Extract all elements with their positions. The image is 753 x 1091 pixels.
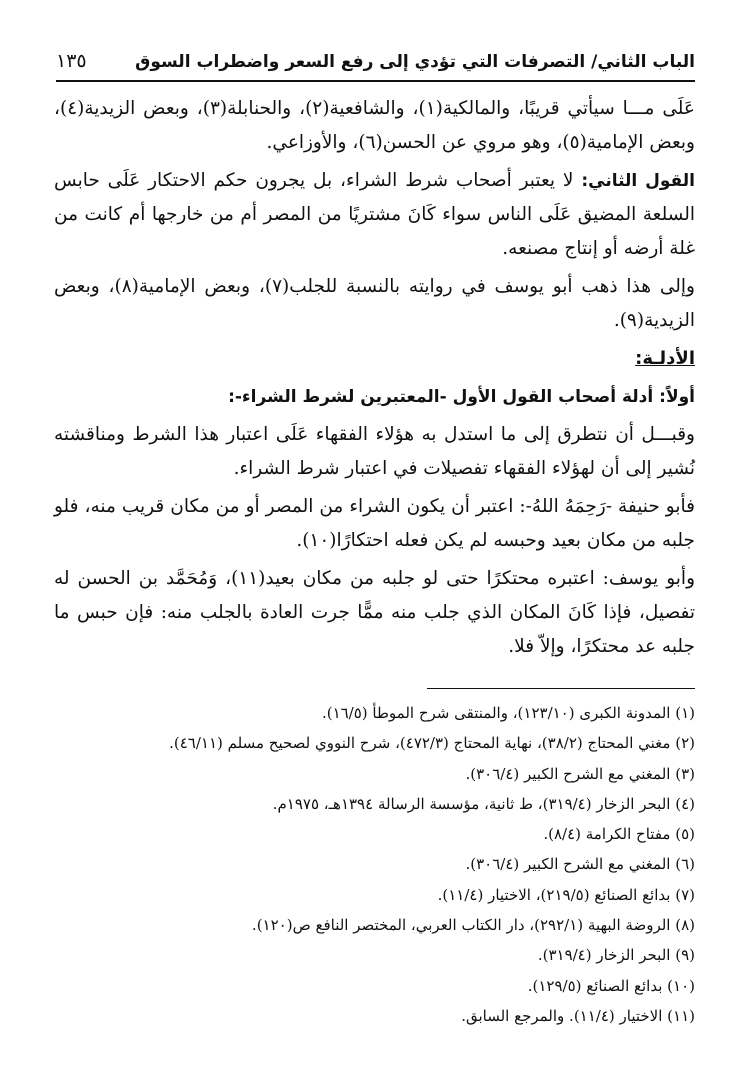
paragraph: [54, 164, 695, 266]
footnote: (٤) البحر الزخار (٣١٩/٤)، ط ثانية، مؤسسة الرسالة ١٣٩٤هـ، ١٩٧٥م.: [272, 794, 695, 813]
paragraph: وأبو يوسف: اعتبره محتكرًا حتى لو جلبه من مكان بعيد(١١)، وَمُحَمَّد بن الحسن له تفصيل، فإذا كَانَ المكان الذي جلب منه ممًّا جرت العادة بالجلب منه: فإن حبس ما جلبه عد محتكرًا، وإلاّ فلا.: [54, 568, 695, 657]
footnote: (١٠) بدائع الصنائع (١٢٩/٥).: [527, 976, 695, 995]
running-title: الباب الثاني/ التصرفات التي تؤدي إلى رفع السعر واضطراب السوق: [135, 52, 695, 72]
footnote: (٢) مغني المحتاج (٣٨/٢)، نهاية المحتاج (٤٧٢/٣)، شرح النووي لصحيح مسلم (٤٦/١١).: [169, 734, 695, 753]
subsection-heading: أولاً: أدلة أصحاب القول الأول -المعتبرين لشرط الشراء-:: [228, 387, 695, 407]
paragraph-lead: القول الثاني:: [581, 171, 696, 191]
footnote: (١١) الاختيار (١١/٤). والمرجع السابق.: [461, 1006, 695, 1025]
footnote: (٥) مفتاح الكرامة (٨/٤).: [543, 825, 695, 844]
footnote-divider: [427, 688, 695, 689]
footnote: (٣) المغني مع الشرح الكبير (٣٠٦/٤).: [465, 764, 695, 783]
page-number: ١٣٥: [56, 50, 87, 72]
paragraph: وإلى هذا ذهب أبو يوسف في روايته بالنسبة للجلب(٧)، وبعض الإمامية(٨)، وبعض الزيدية(٩).: [54, 276, 695, 331]
paragraph: وقبـــل أن نتطرق إلى ما استدل به هؤلاء الفقهاء عَلَى اعتبار هذا الشرط ومناقشته نُشير إلى أن لهؤلاء الفقهاء تفصيلات في اعتبار شرط الشراء.: [54, 424, 695, 479]
footnote: (٩) البحر الزخار (٣١٩/٤).: [537, 946, 695, 965]
footnote: (٨) الروضة البهية (٢٩٢/١)، دار الكتاب العربي، المختصر النافع ص(١٢٠).: [251, 916, 695, 935]
main-text: [54, 92, 695, 664]
footnote: (٦) المغني مع الشرح الكبير (٣٠٦/٤).: [465, 855, 695, 874]
footnote: (٧) بدائع الصنائع (٢١٩/٥)، الاختيار (١١/٤).: [437, 885, 695, 904]
paragraph-text: لا يعتبر أصحاب شرط الشراء، بل يجرون حكم الاحتكار عَلَى حابس السلعة المضيق عَلَى الناس سواء كَانَ مشتريًا من المصر أم من خارجها أم كانت من غلة أرضه أو إنتاج مصنعه.: [54, 170, 695, 259]
footnotes: [54, 698, 695, 1031]
paragraph: فأبو حنيفة -رَحِمَهُ اللهُ-: اعتبر أن يكون الشراء من المصر أو من مكان قريب منه، فلو جلبه من مكان بعيد وحبسه لم يكن فعله احتكارًا(١٠).: [54, 496, 695, 551]
footnote: (١) المدونة الكبرى (١٢٣/١٠)، والمنتقى شرح الموطأ (١٦/٥).: [321, 704, 695, 722]
section-heading: الأدلـة:: [635, 348, 695, 369]
paragraph: عَلَى مـــا سيأتي قريبًا، والمالكية(١)، والشافعية(٢)، والحنابلة(٣)، وبعض الزيدية(٤)، وبعض الإمامية(٥)، وهو مروي عن الحسن(٦)، والأوزاعي.: [54, 98, 695, 153]
page-header: [56, 48, 695, 82]
